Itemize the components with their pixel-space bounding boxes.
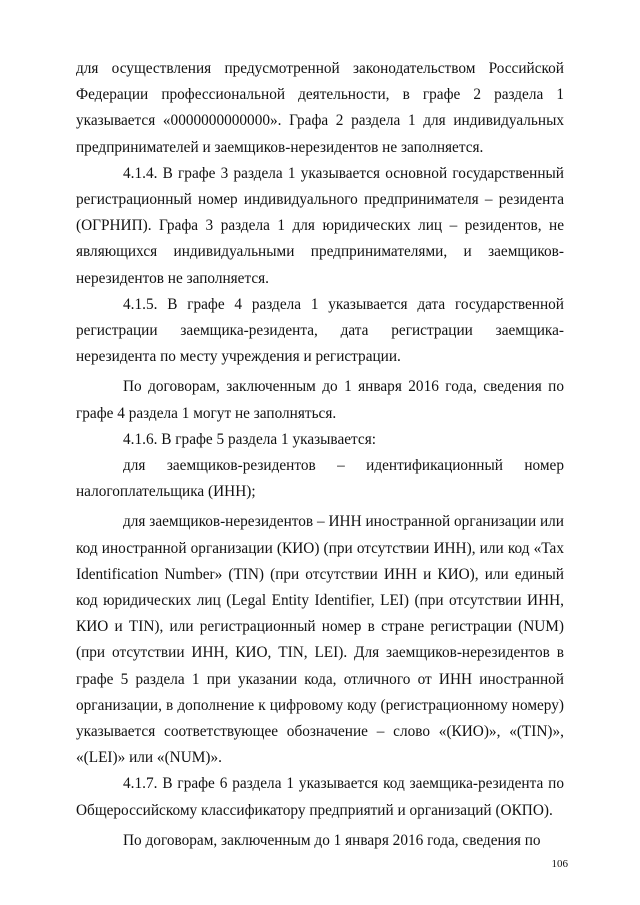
document-body [76,56,564,854]
paragraph-agreements-note-2: По договорам, заключенным до 1 января 2016 года, сведения по [123,831,541,849]
paragraph-4-1-7: 4.1.7. В графе 6 раздела 1 указывается код заемщика-резидента по Общероссийскому классификатору предприятий и организаций (ОКПО). [76,775,564,819]
paragraph-residents-inn: для заемщиков-резидентов – идентификационный номер налогоплательщика (ИНН); [76,457,564,501]
paragraph-agreements-note-1: По договорам, заключенным до 1 января 2016 года, сведения по графе 4 раздела 1 могут не заполняться. [76,378,564,422]
paragraph-4-1-6: 4.1.6. В графе 5 раздела 1 указывается: [123,430,376,448]
paragraph-4-1-4: 4.1.4. В графе 3 раздела 1 указывается основной государственный регистрационный номер индивидуального предпринимателя – резидента (ОГРНИП). Графа 3 раздела 1 для юридических лиц – резидентов, не являющихся индивидуальными предпринимателями, и заемщиков-нерезидентов не заполняется. [76,164,564,287]
page-number: 106 [551,858,568,870]
paragraph-nonresidents-codes: для заемщиков-нерезидентов – ИНН иностранной организации или код иностранной организации (КИО) (при отсутствии ИНН), или код «Tax Identification Number» (TIN) (при отсутствии ИНН и КИО), или единый код юридических лиц (Legal Entity Identifier, LEI) (при отсутствии ИНН, КИО и TIN), или регистрационный номер в стране регистрации (NUM) (при отсутствии ИНН, КИО, TIN, LEI). Для заемщиков-нерезидентов в графе 5 раздела 1 при указании кода, отличного от ИНН иностранной организации, в дополнение к цифровому коду (регистрационному номеру) указывается соответствующее обозначение – слово «(КИО)», «(TIN)», «(LEI)» или «(NUM)». [76,513,564,767]
paragraph-4-1-5: 4.1.5. В графе 4 раздела 1 указывается дата государственной регистрации заемщика-резидента, дата регистрации заемщика-нерезидента по месту учреждения и регистрации. [76,295,564,366]
paragraph-continuation: для осуществления предусмотренной законодательством Российской Федерации профессиональной деятельности, в графе 2 раздела 1 указывается «0000000000000». Графа 2 раздела 1 для индивидуальных предпринимателей и заемщиков-нерезидентов не заполняется. [76,60,564,156]
